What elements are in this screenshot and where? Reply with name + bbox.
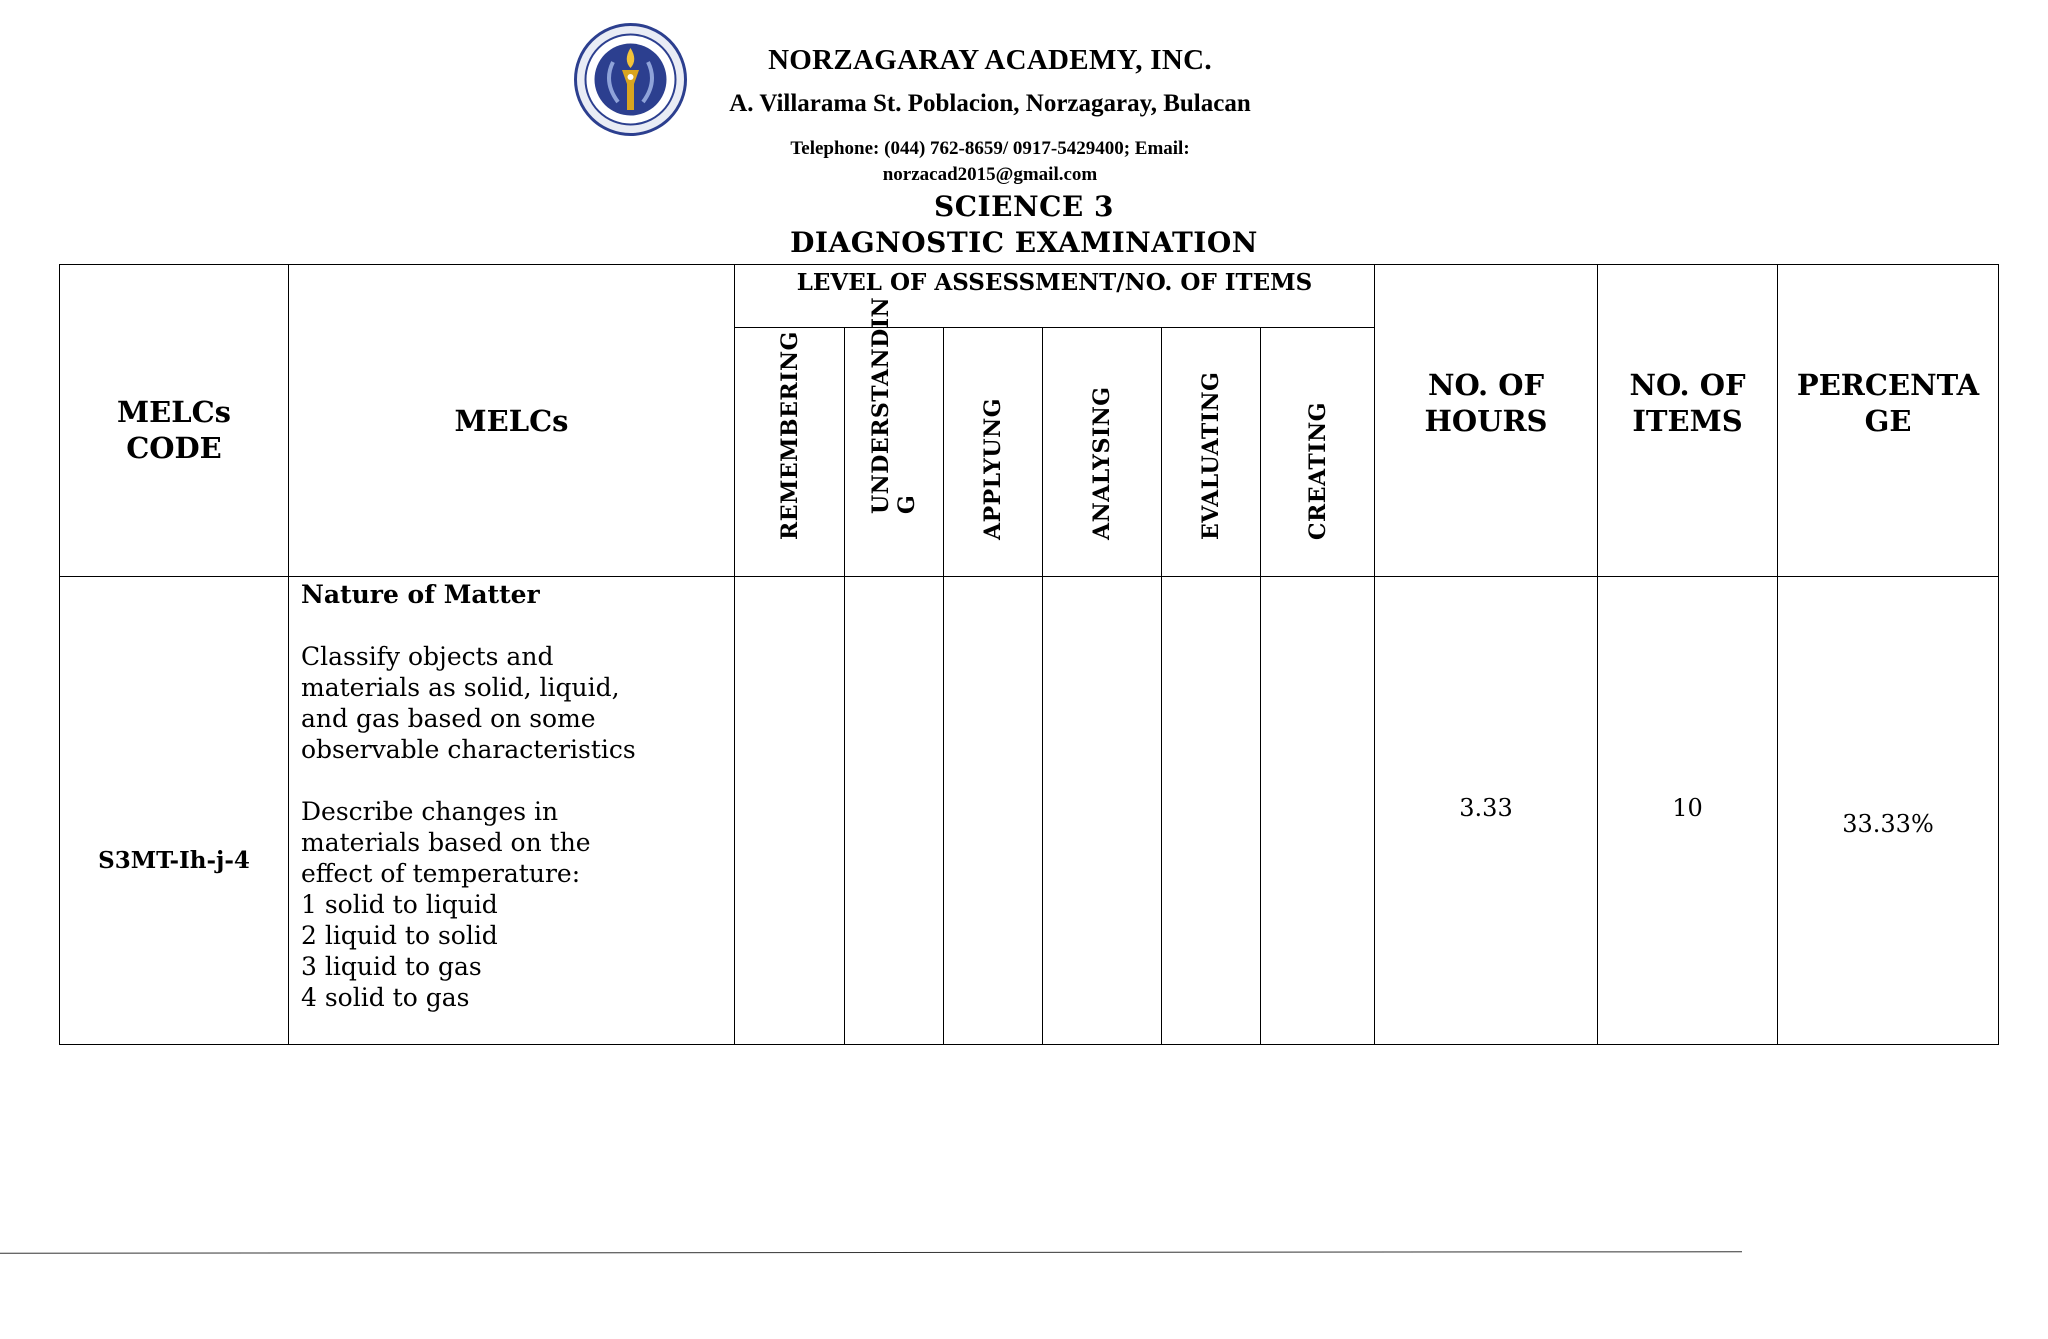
melc-code-cell (60, 577, 289, 1045)
change-item: 4 solid to gas (301, 983, 470, 1012)
header-percentage (1778, 265, 1999, 577)
items-cell (1598, 577, 1778, 1045)
level-evaluating (1162, 328, 1261, 577)
footer-divider (0, 1251, 1742, 1254)
level-label: REMEMBERING (776, 331, 803, 540)
level-creating (1261, 328, 1375, 577)
level-cell-applying (944, 577, 1043, 1045)
melc-competency-1: Classify objects and materials as solid, liquid, and gas based on some observable characteristics (301, 642, 636, 764)
document-title-subject: SCIENCE 3 (934, 190, 1114, 223)
level-cell-creating (1261, 577, 1375, 1045)
letterhead (0, 0, 2048, 185)
percentage-value: 33.33% (1842, 810, 1934, 838)
change-item: 3 liquid to gas (301, 952, 482, 981)
level-label: ANALYSING (1089, 386, 1115, 540)
level-cell-analysing (1043, 577, 1162, 1045)
hours-value: 3.33 (1459, 794, 1513, 822)
school-address: A. Villarama St. Poblacion, Norzagaray, Bulacan (729, 90, 1251, 117)
level-label: UNDERSTANDIN G (868, 296, 920, 514)
header-items-label: NO. OF ITEMS (1629, 367, 1746, 438)
header-no-of-hours (1375, 265, 1598, 577)
hours-cell (1375, 577, 1598, 1045)
level-label: APPLYUNG (980, 397, 1006, 540)
school-name: NORZAGARAY ACADEMY, INC. (768, 44, 1212, 76)
header-melcs-code (60, 265, 289, 577)
melc-topic: Nature of Matter (301, 580, 540, 609)
header-percentage-label: PERCENTA GE (1796, 367, 1980, 438)
table-of-specifications (59, 264, 1999, 1045)
header-hours-label: NO. OF HOURS (1424, 367, 1548, 438)
level-understanding (845, 296, 944, 577)
header-level-of-assessment (735, 265, 1375, 328)
school-contact: Telephone: (044) 762-8659/ 0917-5429400; Email: norzacad2015@gmail.com (790, 138, 1190, 185)
level-analysing (1043, 328, 1162, 577)
spacer (301, 765, 722, 796)
items-value: 10 (1672, 794, 1703, 822)
percentage-cell (1778, 577, 1999, 1045)
level-applying (944, 328, 1043, 577)
table-row (60, 577, 1999, 1045)
header-melcs-code-label: MELCs CODE (116, 394, 231, 465)
spacer (301, 610, 722, 641)
melc-description-cell (289, 577, 735, 1045)
change-item: 2 liquid to solid (301, 921, 498, 950)
header-level-label: LEVEL OF ASSESSMENT/NO. OF ITEMS (796, 269, 1313, 296)
school-seal-logo (573, 22, 688, 137)
level-label: EVALUATING (1198, 371, 1224, 540)
level-cell-remembering (735, 577, 845, 1045)
level-remembering (735, 328, 845, 577)
level-cell-understanding (845, 577, 944, 1045)
header-melcs-label: MELCs (454, 403, 569, 438)
level-cell-evaluating (1162, 577, 1261, 1045)
header-melcs (289, 265, 735, 577)
melc-code: S3MT-Ih-j-4 (98, 847, 250, 874)
level-label: CREATING (1304, 402, 1331, 540)
header-no-of-items (1598, 265, 1778, 577)
change-item: 1 solid to liquid (301, 890, 498, 919)
header-row-top (60, 265, 1999, 328)
melc-competency-2: Describe changes in materials based on the effect of temperature: (301, 797, 591, 888)
document-title-exam: DIAGNOSTIC EXAMINATION (790, 226, 1258, 259)
